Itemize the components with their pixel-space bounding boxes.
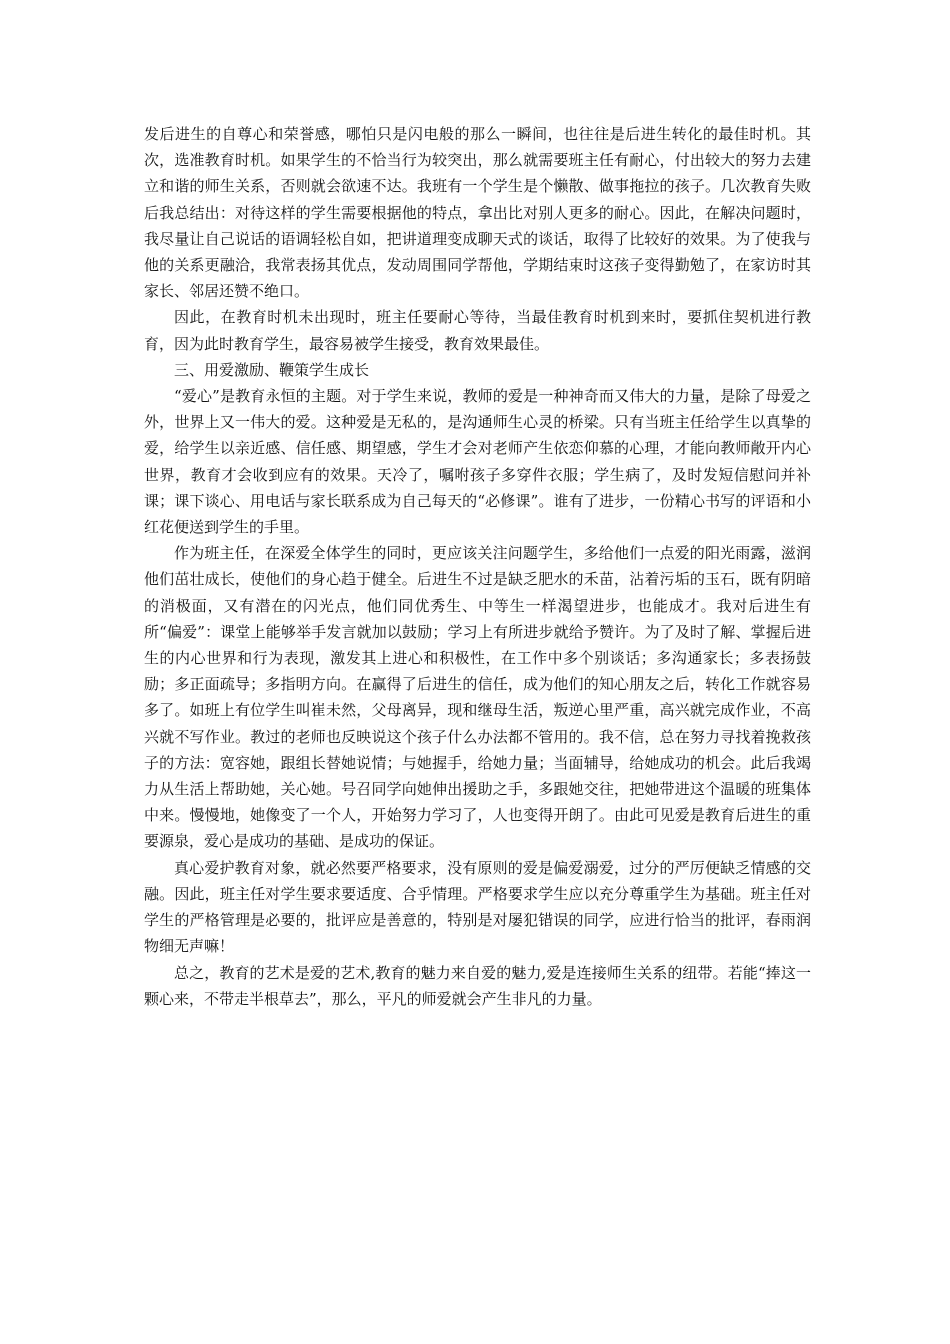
section-heading: 三、用爱激励、鞭策学生成长 [174, 360, 370, 379]
paragraph-strict-requirements: 真心爱护教育对象，就必然要严格要求，没有原则的爱是偏爱溺爱，过分的严厉便缺乏情感的交融。因此，班主任对学生要求要适度、合乎情理。严格要求学生应以充分尊重学生为基础。班主任对学生的严格管理是必要的，批评应是善意的，特别是对屡犯错误的同学，应进行恰当的批评，春雨润物细无声嘛！ [144, 858, 811, 956]
document-body [144, 121, 811, 1012]
paragraph-love-theme: “爱心”是教育永恒的主题。对于学生来说，教师的爱是一种神奇而又伟大的力量，是除了母爱之外，世界上又一伟大的爱。这种爱是无私的，是沟通师生心灵的桥梁。只有当班主任给学生以真挚的爱，给学生以亲近感、信任感、期望感，学生才会对老师产生依恋仰慕的心理，才能向教师敞开内心世界，教育才会收到应有的效果。天冷了，嘱咐孩子多穿件衣服；学生病了，及时发短信慰问并补课；课下谈心、用电话与家长联系成为自己每天的“必修课”。谁有了进步，一份精心书写的评语和小红花便送到学生的手里。 [144, 387, 811, 537]
paragraph-conclusion: 总之，教育的艺术是爱的艺术,教育的魅力来自爱的魅力,爱是连接师生关系的纽带。若能“捧这一颗心来，不带走半根草去”，那么，平凡的师爱就会产生非凡的力量。 [144, 963, 811, 1008]
paragraph-continuation: 发后进生的自尊心和荣誉感，哪怕只是闪电般的那么一瞬间，也往往是后进生转化的最佳时机。其次，选准教育时机。如果学生的不恰当行为较突出，那么就需要班主任有耐心，付出较大的努力去建立和谐的师生关系，否则就会欲速不达。我班有一个学生是个懒散、做事拖拉的孩子。几次教育失败后我总结出：对待这样的学生需要根据他的特点，拿出比对别人更多的耐心。因此，在解决问题时，我尽量让自己说话的语调轻松自如，把讲道理变成聊天式的谈话，取得了比较好的效果。为了使我与他的关系更融洽，我常表扬其优点，发动周围同学帮他，学期结束时这孩子变得勤勉了，在家访时其家长、邻居还赞不绝口。 [144, 125, 811, 301]
paragraph-timing-conclusion: 因此，在教育时机未出现时，班主任要耐心等待，当最佳教育时机到来时，要抓住契机进行教育，因为此时教育学生，最容易被学生接受，教育效果最佳。 [144, 308, 811, 353]
paragraph-problem-students: 作为班主任，在深爱全体学生的同时，更应该关注问题学生，多给他们一点爱的阳光雨露，滋润他们茁壮成长，使他们的身心趋于健全。后进生不过是缺乏肥水的禾苗，沾着污垢的玉石，既有阴暗的消极面，又有潜在的闪光点，他们同优秀生、中等生一样渴望进步，也能成才。我对后进生有所“偏爱”：课堂上能够举手发言就加以鼓励；学习上有所进步就给予赞许。为了及时了解、掌握后进生的内心世界和行为表现，激发其上进心和积极性，在工作中多个别谈话；多沟通家长；多表扬鼓励；多正面疏导；多指明方向。在赢得了后进生的信任，成为他们的知心朋友之后，转化工作就容易多了。如班上有位学生叫崔未然，父母离异，现和继母生活，叛逆心里严重，高兴就完成作业，不高兴就不写作业。教过的老师也反映说这个孩子什么办法都不管用的。我不信，总在努力寻找着挽救孩子的方法：宽容她，跟组长替她说情；与她握手，给她力量；当面辅导，给她成功的机会。此后我竭力从生活上帮助她，关心她。号召同学向她伸出援助之手，多跟她交往，把她带进这个温暖的班集体中来。慢慢地，她像变了一个人，开始努力学习了，人也变得开朗了。由此可见爱是教育后进生的重要源泉，爱心是成功的基础、是成功的保证。 [144, 544, 811, 851]
